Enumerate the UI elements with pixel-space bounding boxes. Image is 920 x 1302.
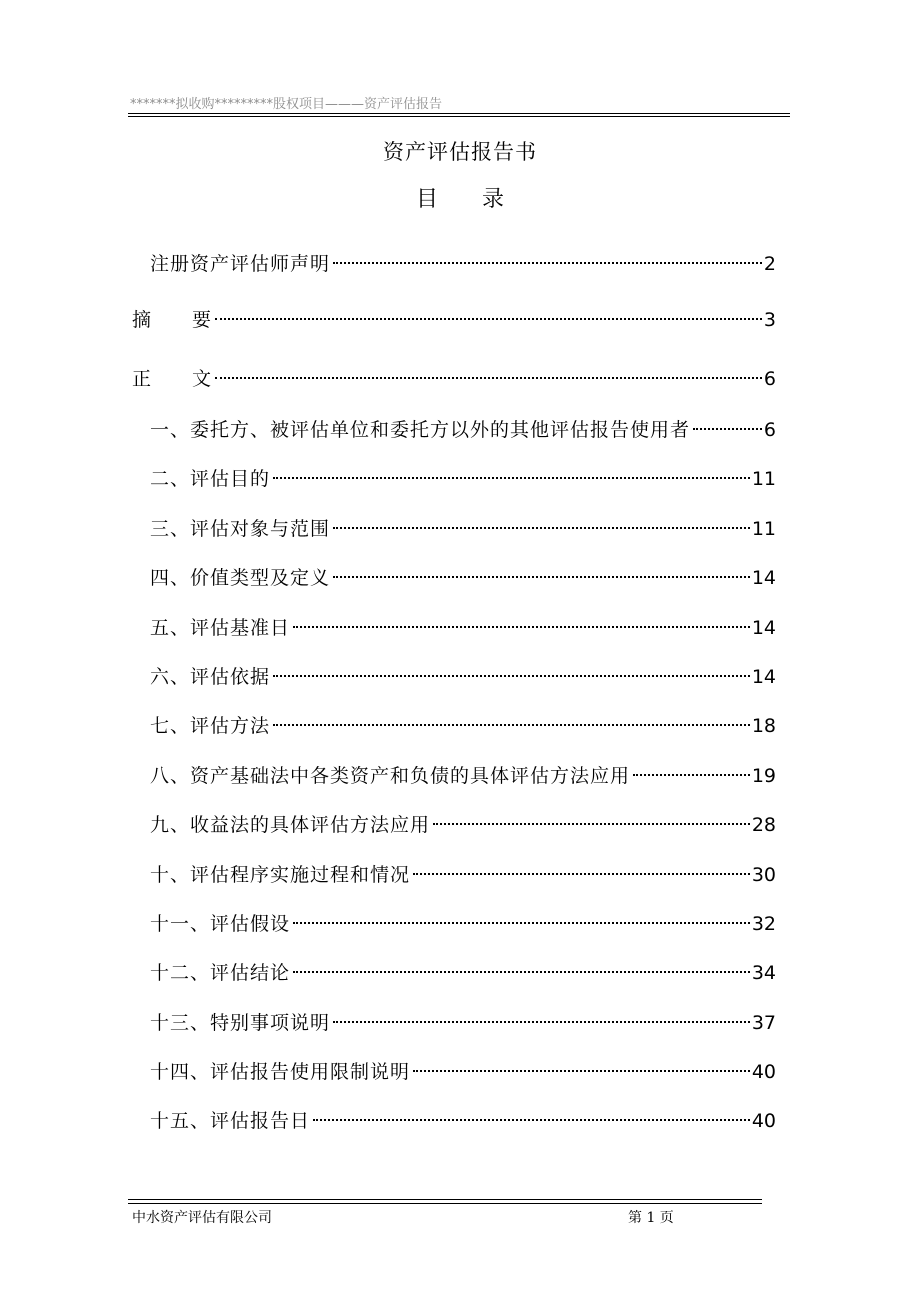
toc-entry-page: 18 (751, 715, 776, 737)
toc-entry[interactable] (150, 564, 776, 592)
toc-leader-dots (293, 922, 750, 924)
toc-entry-page: 19 (751, 765, 776, 787)
toc-entry-label: 四、价值类型及定义 (150, 567, 331, 589)
toc-entry[interactable] (150, 663, 776, 691)
toc-entry[interactable] (150, 250, 776, 278)
footer-rule-top (128, 1199, 762, 1200)
toc-entry[interactable] (150, 959, 776, 987)
toc-leader-dots (273, 675, 750, 677)
toc-leader-dots (413, 873, 750, 875)
toc-leader-dots (333, 576, 750, 578)
toc-entry-page: 14 (751, 666, 776, 688)
toc-heading: 目 录 (415, 187, 504, 212)
toc-entry-label: 十二、评估结论 (150, 962, 291, 984)
toc-entry-label: 十一、评估假设 (150, 913, 291, 935)
header-rule-bottom (128, 116, 790, 117)
toc-entry[interactable] (132, 365, 776, 393)
toc-entry-label: 一、委托方、被评估单位和委托方以外的其他评估报告使用者 (150, 419, 691, 441)
toc-entry[interactable] (150, 416, 776, 444)
toc-entry[interactable] (150, 465, 776, 493)
toc-leader-dots (633, 774, 750, 776)
toc-entry-label: 十四、评估报告使用限制说明 (150, 1061, 411, 1083)
toc-entry-label: 六、评估依据 (150, 666, 271, 688)
toc-entry-label: 十五、评估报告日 (150, 1110, 311, 1132)
toc-leader-dots (413, 1070, 750, 1072)
footer-company: 中水资产评估有限公司 (132, 1210, 272, 1226)
toc-entry-page: 6 (763, 368, 776, 390)
toc-entry[interactable] (132, 306, 776, 334)
toc-entry-label: 注册资产评估师声明 (150, 253, 331, 275)
toc-leader-dots (215, 318, 762, 320)
toc-entry-label: 十三、特别事项说明 (150, 1012, 331, 1034)
page-header: *******拟收购*********股权项目———资产评估报告 (130, 97, 443, 112)
toc-entry-page: 34 (751, 962, 776, 984)
toc-entry[interactable] (150, 1058, 776, 1086)
toc-entry-label: 七、评估方法 (150, 715, 271, 737)
toc-leader-dots (273, 477, 750, 479)
toc-entry-page: 32 (751, 913, 776, 935)
toc-entry-page: 40 (751, 1110, 776, 1132)
toc-leader-dots (333, 1021, 750, 1023)
footer-page-number: 第 1 页 (628, 1210, 674, 1226)
toc-leader-dots (313, 1119, 750, 1121)
toc-entry-label: 五、评估基准日 (150, 617, 291, 639)
toc-entry-page: 40 (751, 1061, 776, 1083)
toc-leader-dots (433, 823, 750, 825)
toc-leader-dots (333, 527, 750, 529)
toc-entry[interactable] (150, 861, 776, 889)
toc-entry-page: 14 (751, 567, 776, 589)
toc-entry-page: 2 (763, 253, 776, 275)
toc-entry[interactable] (150, 762, 776, 790)
toc-entry-label: 二、评估目的 (150, 468, 271, 490)
toc-entry-page: 37 (751, 1012, 776, 1034)
toc-entry[interactable] (150, 712, 776, 740)
toc-entry[interactable] (150, 515, 776, 543)
toc-entry-label: 摘 要 (132, 309, 213, 331)
toc-entry-page: 11 (751, 468, 776, 490)
toc-entry-page: 30 (751, 864, 776, 886)
document-title: 资产评估报告书 (383, 140, 537, 164)
footer-rule-bottom (128, 1203, 762, 1204)
toc-entry-label: 三、评估对象与范围 (150, 518, 331, 540)
toc-leader-dots (293, 971, 750, 973)
toc-entry-page: 6 (763, 419, 776, 441)
toc-entry-label: 正 文 (132, 368, 213, 390)
toc-entry[interactable] (150, 811, 776, 839)
toc-entry[interactable] (150, 1009, 776, 1037)
toc-leader-dots (693, 428, 762, 430)
toc-entry[interactable] (150, 1107, 776, 1135)
toc-entry-label: 八、资产基础法中各类资产和负债的具体评估方法应用 (150, 765, 631, 787)
toc-entry[interactable] (150, 614, 776, 642)
header-rule-top (128, 113, 790, 114)
toc-entry-label: 九、收益法的具体评估方法应用 (150, 814, 431, 836)
toc-leader-dots (273, 724, 750, 726)
toc-entry-page: 3 (763, 309, 776, 331)
toc-leader-dots (215, 377, 762, 379)
toc-leader-dots (293, 626, 750, 628)
toc-entry-label: 十、评估程序实施过程和情况 (150, 864, 411, 886)
toc-leader-dots (333, 262, 762, 264)
toc-entry-page: 11 (751, 518, 776, 540)
toc-entry-page: 28 (751, 814, 776, 836)
toc-entry-page: 14 (751, 617, 776, 639)
toc-entry[interactable] (150, 910, 776, 938)
